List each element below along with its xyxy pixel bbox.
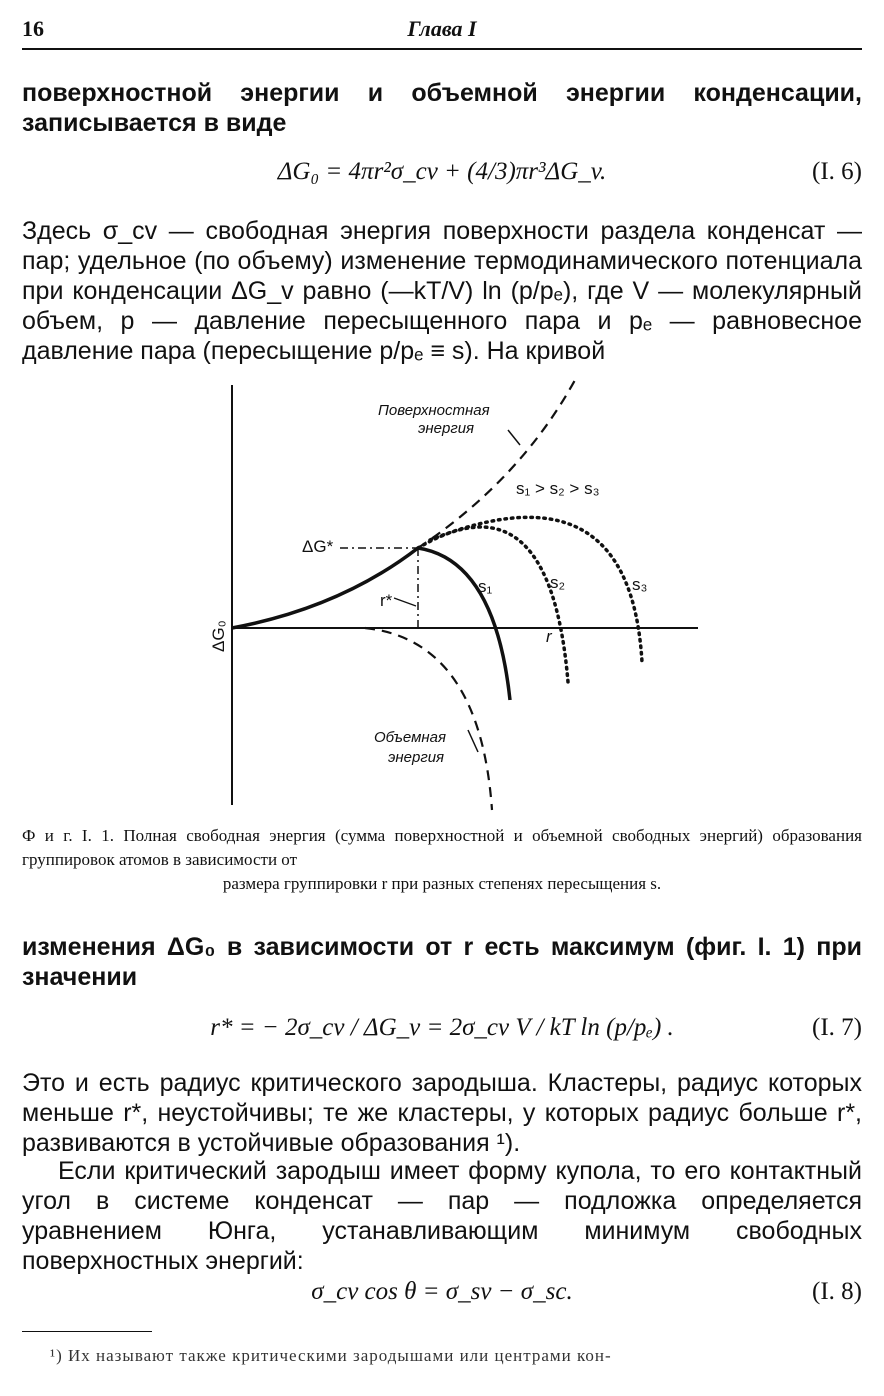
footnote-rule (22, 1331, 152, 1332)
volume-energy-curve (365, 628, 492, 810)
label-surface-2: энергия (418, 420, 475, 437)
chapter-title: Глава I (407, 16, 477, 41)
energy-curve-figure (190, 370, 710, 820)
label-dG-star: ΔG* (302, 537, 334, 556)
total-energy-curve-s3 (430, 517, 642, 662)
label-volume-2: энергия (388, 749, 445, 766)
equation-I8-formula: σ_cv cos θ = σ_sv − σ_sc. (311, 1278, 573, 1305)
label-s2: s₂ (550, 573, 566, 592)
surface-energy-leader (508, 430, 520, 445)
total-energy-curve-s2 (418, 527, 568, 682)
label-axis-y: ΔG₀ (209, 620, 228, 652)
caption-line-1: Ф и г. I. 1. Полная свободная энергия (сумма поверхностной и объемной свободных энергий) образования группировок атомов в зависимости от (22, 826, 862, 869)
paragraph-3: изменения ΔG₀ в зависимости от r есть максимум (фиг. I. 1) при значении (22, 933, 862, 991)
paragraph-4: Это и есть радиус критического зародыша. Кластеры, радиус которых меньше r*, неустойчивы; те же кластеры, у которых радиус больше r*, развиваются в устойчивые образования ¹). (22, 1069, 862, 1157)
total-energy-curve-s1 (232, 548, 510, 700)
equation-I6-formula: ΔG₀ = 4πr²σ_cv + (4/3)πr³ΔG_v. (277, 158, 607, 185)
footnote: ¹) Их называют также критическими зародышами или центрами кон- (50, 1346, 612, 1365)
r-star-leader (394, 598, 416, 606)
equation-I7-number: (I. 7) (812, 1014, 862, 1041)
label-volume-1: Объемная (374, 729, 446, 746)
volume-energy-leader (468, 730, 478, 752)
equation-I8-number: (I. 8) (812, 1278, 862, 1305)
label-r: r (546, 627, 552, 646)
label-s3: s₃ (632, 575, 648, 594)
caption-line-2: размера группировки r при разных степенях пересыщения s. (222, 874, 662, 893)
figure-caption (22, 824, 862, 896)
equation-I7-formula: r* = − 2σ_cv / ΔG_v = 2σ_cv V / kT ln (p/pₑ) . (210, 1014, 674, 1041)
paragraph-2: Здесь σ_cv — свободная энергия поверхности раздела конденсат — пар; удельное (по объему) изменение термодинамического потенциала при конденсации ΔG_v равно (—kT/V) ln (p/pₑ), где V — молекулярный объем, p — давление пересыщенного пара и pₑ — равновесное давление пара (пересыщение p/pₑ ≡ s). На кривой (22, 217, 862, 365)
equation-I6-number: (I. 6) (812, 158, 862, 185)
paragraph-5: Если критический зародыш имеет форму купола, то его контактный угол в системе конденсат — пар — подложка определяется уравнением Юнга, устанавливающим минимум свободных поверхностных энергий: (22, 1157, 862, 1275)
equation-I7 (22, 1006, 862, 1050)
equation-I6 (22, 150, 862, 194)
page-header (22, 14, 862, 50)
label-r-star: r* (380, 591, 393, 610)
label-order: s₁ > s₂ > s₃ (516, 479, 600, 498)
page-number: 16 (22, 16, 44, 41)
label-surface-1: Поверхностная (378, 402, 490, 419)
paragraph-1: поверхностной энергии и объемной энергии конденсации, записывается в виде (22, 79, 862, 137)
label-s1: s₁ (478, 577, 493, 596)
equation-I8 (22, 1270, 862, 1314)
